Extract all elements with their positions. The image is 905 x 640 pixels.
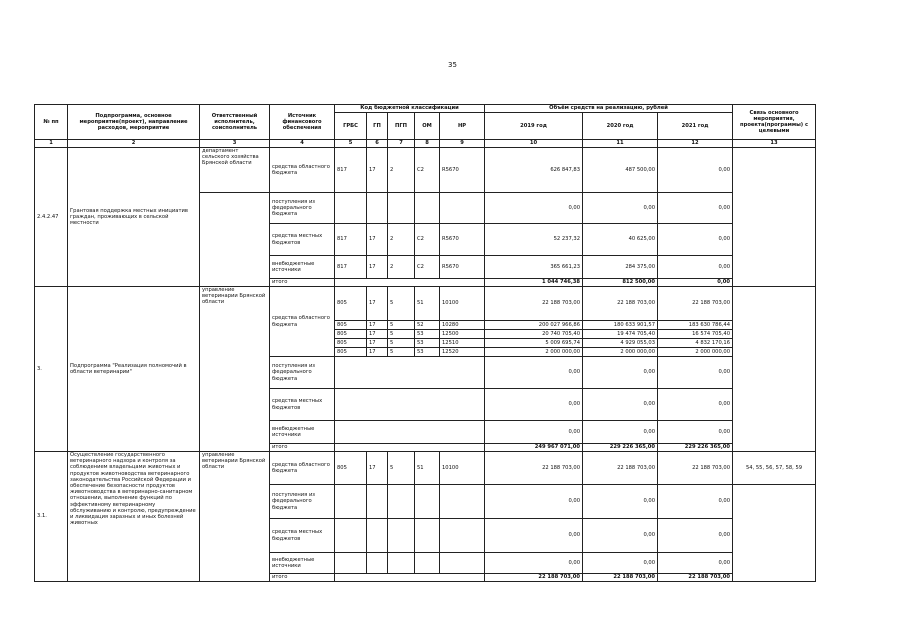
cell-gp: 17 [367, 224, 388, 256]
cell-nr [440, 519, 485, 553]
cell-grbs: 817 [335, 224, 367, 256]
cell-2019: 0,00 [485, 421, 583, 444]
cell-grbs: 805 [335, 330, 367, 339]
row-name: Грантовая поддержка местных инициатив граждан, проживающих в сельской местности [68, 148, 200, 287]
cell-grbs [335, 193, 367, 224]
cell-empty [335, 389, 485, 421]
cell-2019: 2 000 000,00 [485, 348, 583, 357]
cell-grbs: 805 [335, 348, 367, 357]
cell-nr: 10100 [440, 452, 485, 485]
cell-pgp: 5 [388, 321, 415, 330]
header-gp: ГП [367, 113, 388, 140]
header-index: 2 [68, 140, 200, 148]
row-name: Осуществление государственного ветеринарного надзора и контроля за соблюдением владельцами животных и продуктов животноводства ветеринарного законодательства Российской Федерации и обеспечение безопасности продуктов животноводства в ветеринарно-санитарном отношении, выполнение функций по эффективному ветеринарному обслуживанию и контролю, предупреждение и ликвидация заразных и иных болезней животных [68, 452, 200, 582]
header-nr: НР [440, 113, 485, 140]
cell-2019: 0,00 [485, 553, 583, 574]
cell-gp: 17 [367, 330, 388, 339]
cell-2019: 0,00 [485, 519, 583, 553]
cell-2019-total: 249 967 071,00 [485, 444, 583, 452]
cell-nr [440, 485, 485, 519]
cell-2021: 0,00 [658, 256, 733, 279]
header-link: Связь основного мероприятия, проекта(программы) с целевыми [733, 105, 816, 140]
header-index: 6 [367, 140, 388, 148]
cell-2021: 0,00 [658, 553, 733, 574]
row-source: средства областного бюджета [270, 148, 335, 193]
cell-om: 51 [415, 452, 440, 485]
cell-gp: 17 [367, 321, 388, 330]
cell-grbs: 805 [335, 287, 367, 321]
header-index: 10 [485, 140, 583, 148]
header-index: 8 [415, 140, 440, 148]
cell-link: 54, 55, 56, 57, 58, 59 [733, 452, 816, 485]
cell-grbs [335, 519, 367, 553]
cell-pgp: 2 [388, 256, 415, 279]
cell-nr: 12500 [440, 330, 485, 339]
cell-grbs: 817 [335, 256, 367, 279]
header-index: 13 [733, 140, 816, 148]
cell-gp: 17 [367, 287, 388, 321]
cell-pgp: 5 [388, 452, 415, 485]
cell-nr [440, 553, 485, 574]
cell-2019: 52 237,32 [485, 224, 583, 256]
cell-2021: 0,00 [658, 148, 733, 193]
header-pgp: ПГП [388, 113, 415, 140]
cell-2020: 19 474 705,40 [583, 330, 658, 339]
cell-2021: 0,00 [658, 421, 733, 444]
cell-2020: 0,00 [583, 193, 658, 224]
cell-gp [367, 485, 388, 519]
row-source: поступления из федерального бюджета [270, 485, 335, 519]
cell-gp: 17 [367, 256, 388, 279]
cell-2020-total: 22 188 703,00 [583, 574, 658, 582]
row-exec: управление ветеринарии Брянской области [200, 287, 270, 452]
table-row [35, 287, 816, 321]
cell-2020: 40 625,00 [583, 224, 658, 256]
cell-nr: R5670 [440, 148, 485, 193]
row-source: поступления из федерального бюджета [270, 193, 335, 224]
cell-gp [367, 519, 388, 553]
header-index: 5 [335, 140, 367, 148]
cell-pgp [388, 553, 415, 574]
cell-2019: 200 027 966,86 [485, 321, 583, 330]
cell-2019: 22 188 703,00 [485, 452, 583, 485]
header-num: № пп [35, 105, 68, 140]
cell-empty [335, 357, 485, 389]
header-index: 7 [388, 140, 415, 148]
cell-nr: 10100 [440, 287, 485, 321]
header-2019: 2019 год [485, 113, 583, 140]
cell-om: 51 [415, 287, 440, 321]
cell-grbs [335, 553, 367, 574]
cell-pgp: 5 [388, 348, 415, 357]
header-om: ОМ [415, 113, 440, 140]
cell-om: 53 [415, 339, 440, 348]
cell-2021: 0,00 [658, 519, 733, 553]
cell-2021: 4 832 170,16 [658, 339, 733, 348]
cell-2020: 487 500,00 [583, 148, 658, 193]
cell-gp: 17 [367, 452, 388, 485]
cell-grbs [335, 485, 367, 519]
header-2020: 2020 год [583, 113, 658, 140]
cell-2019: 20 740 705,40 [485, 330, 583, 339]
header-index: 12 [658, 140, 733, 148]
cell-gp [367, 553, 388, 574]
cell-pgp: 2 [388, 148, 415, 193]
row-source-total: итого [270, 279, 335, 287]
cell-link [733, 148, 816, 287]
cell-2021: 16 574 705,40 [658, 330, 733, 339]
table-row [35, 148, 816, 193]
cell-grbs: 805 [335, 339, 367, 348]
cell-2021: 22 188 703,00 [658, 287, 733, 321]
cell-2021: 0,00 [658, 485, 733, 519]
row-source-total: итого [270, 444, 335, 452]
header-2021: 2021 год [658, 113, 733, 140]
cell-link-empty [733, 485, 816, 582]
row-exec: департамент сельского хозяйства Брянской области [200, 148, 270, 193]
cell-pgp: 5 [388, 287, 415, 321]
cell-om: С2 [415, 148, 440, 193]
header-index: 11 [583, 140, 658, 148]
cell-pgp [388, 519, 415, 553]
cell-2020-total: 229 226 365,00 [583, 444, 658, 452]
header-name: Подпрограмма, основное мероприятие(проект), направление расходов, мероприятие [68, 105, 200, 140]
cell-2021: 183 630 786,44 [658, 321, 733, 330]
cell-2021: 0,00 [658, 357, 733, 389]
cell-nr: 10280 [440, 321, 485, 330]
cell-pgp [388, 485, 415, 519]
table-row [35, 452, 816, 485]
row-source-total: итого [270, 574, 335, 582]
cell-empty [335, 574, 485, 582]
cell-2020: 0,00 [583, 389, 658, 421]
cell-om: 52 [415, 321, 440, 330]
cell-2021: 0,00 [658, 193, 733, 224]
cell-om: С2 [415, 224, 440, 256]
cell-2019-total: 1 044 746,38 [485, 279, 583, 287]
cell-2020: 22 188 703,00 [583, 287, 658, 321]
cell-2021: 22 188 703,00 [658, 452, 733, 485]
cell-2020: 0,00 [583, 357, 658, 389]
cell-2021: 0,00 [658, 224, 733, 256]
cell-link [733, 287, 816, 452]
cell-gp: 17 [367, 339, 388, 348]
row-source: средства местных бюджетов [270, 519, 335, 553]
cell-grbs: 805 [335, 452, 367, 485]
cell-2019: 365 661,23 [485, 256, 583, 279]
cell-2020: 0,00 [583, 553, 658, 574]
cell-gp: 17 [367, 348, 388, 357]
cell-om [415, 193, 440, 224]
header-index: 4 [270, 140, 335, 148]
cell-om: 53 [415, 348, 440, 357]
row-source: внебюджетные источники [270, 553, 335, 574]
row-exec-empty [200, 193, 270, 287]
cell-2019-total: 22 188 703,00 [485, 574, 583, 582]
cell-gp [367, 193, 388, 224]
header-volume-group: Объём средств на реализацию, рублей [485, 105, 733, 113]
cell-2021-total: 229 226 365,00 [658, 444, 733, 452]
cell-2020-total: 812 500,00 [583, 279, 658, 287]
cell-om: 53 [415, 330, 440, 339]
page-number: 35 [448, 61, 457, 69]
cell-2019: 22 188 703,00 [485, 287, 583, 321]
cell-2019: 5 009 695,74 [485, 339, 583, 348]
header-grbs: ГРБС [335, 113, 367, 140]
row-source: средства областного бюджета [270, 452, 335, 485]
cell-empty [335, 421, 485, 444]
cell-2020: 2 000 000,00 [583, 348, 658, 357]
cell-2020: 0,00 [583, 519, 658, 553]
cell-nr [440, 193, 485, 224]
cell-2019: 0,00 [485, 193, 583, 224]
row-source: средства местных бюджетов [270, 224, 335, 256]
cell-pgp [388, 193, 415, 224]
row-name: Подпрограмма "Реализация полномочий в области ветеринарии" [68, 287, 200, 452]
cell-nr: 12510 [440, 339, 485, 348]
cell-empty [335, 444, 485, 452]
cell-2019: 0,00 [485, 357, 583, 389]
cell-grbs: 817 [335, 148, 367, 193]
cell-2021: 2 000 000,00 [658, 348, 733, 357]
cell-pgp: 5 [388, 339, 415, 348]
row-source: средства областного бюджета [270, 287, 335, 357]
cell-om [415, 553, 440, 574]
cell-om [415, 519, 440, 553]
row-source: средства местных бюджетов [270, 389, 335, 421]
cell-2021-total: 22 188 703,00 [658, 574, 733, 582]
cell-nr: R5670 [440, 256, 485, 279]
row-num: 3.1. [35, 452, 68, 582]
header-index: 1 [35, 140, 68, 148]
cell-gp: 17 [367, 148, 388, 193]
cell-grbs: 805 [335, 321, 367, 330]
header-source: Источник финансового обеспечения [270, 105, 335, 140]
cell-om [415, 485, 440, 519]
row-source: внебюджетные источники [270, 256, 335, 279]
cell-2020: 0,00 [583, 485, 658, 519]
cell-nr: 12520 [440, 348, 485, 357]
cell-2019: 626 847,83 [485, 148, 583, 193]
header-index: 3 [200, 140, 270, 148]
row-source: поступления из федерального бюджета [270, 357, 335, 389]
row-num: 3. [35, 287, 68, 452]
cell-2020: 4 929 055,03 [583, 339, 658, 348]
cell-2021-total: 0,00 [658, 279, 733, 287]
header-code-group: Код бюджетной классификации [335, 105, 485, 113]
header-exec: Ответственный исполнитель, соисполнитель [200, 105, 270, 140]
cell-2020: 180 633 901,57 [583, 321, 658, 330]
row-source: внебюджетные источники [270, 421, 335, 444]
cell-2020: 0,00 [583, 421, 658, 444]
cell-2019: 0,00 [485, 389, 583, 421]
cell-empty [335, 279, 485, 287]
header-index: 9 [440, 140, 485, 148]
cell-nr: R5670 [440, 224, 485, 256]
cell-2021: 0,00 [658, 389, 733, 421]
cell-pgp: 2 [388, 224, 415, 256]
cell-2019: 0,00 [485, 485, 583, 519]
row-exec: управление ветеринарии Брянской области [200, 452, 270, 582]
cell-om: С2 [415, 256, 440, 279]
cell-2020: 22 188 703,00 [583, 452, 658, 485]
budget-table [34, 104, 816, 582]
cell-pgp: 5 [388, 330, 415, 339]
cell-2020: 284 375,00 [583, 256, 658, 279]
row-num: 2.4.2.47 [35, 148, 68, 287]
